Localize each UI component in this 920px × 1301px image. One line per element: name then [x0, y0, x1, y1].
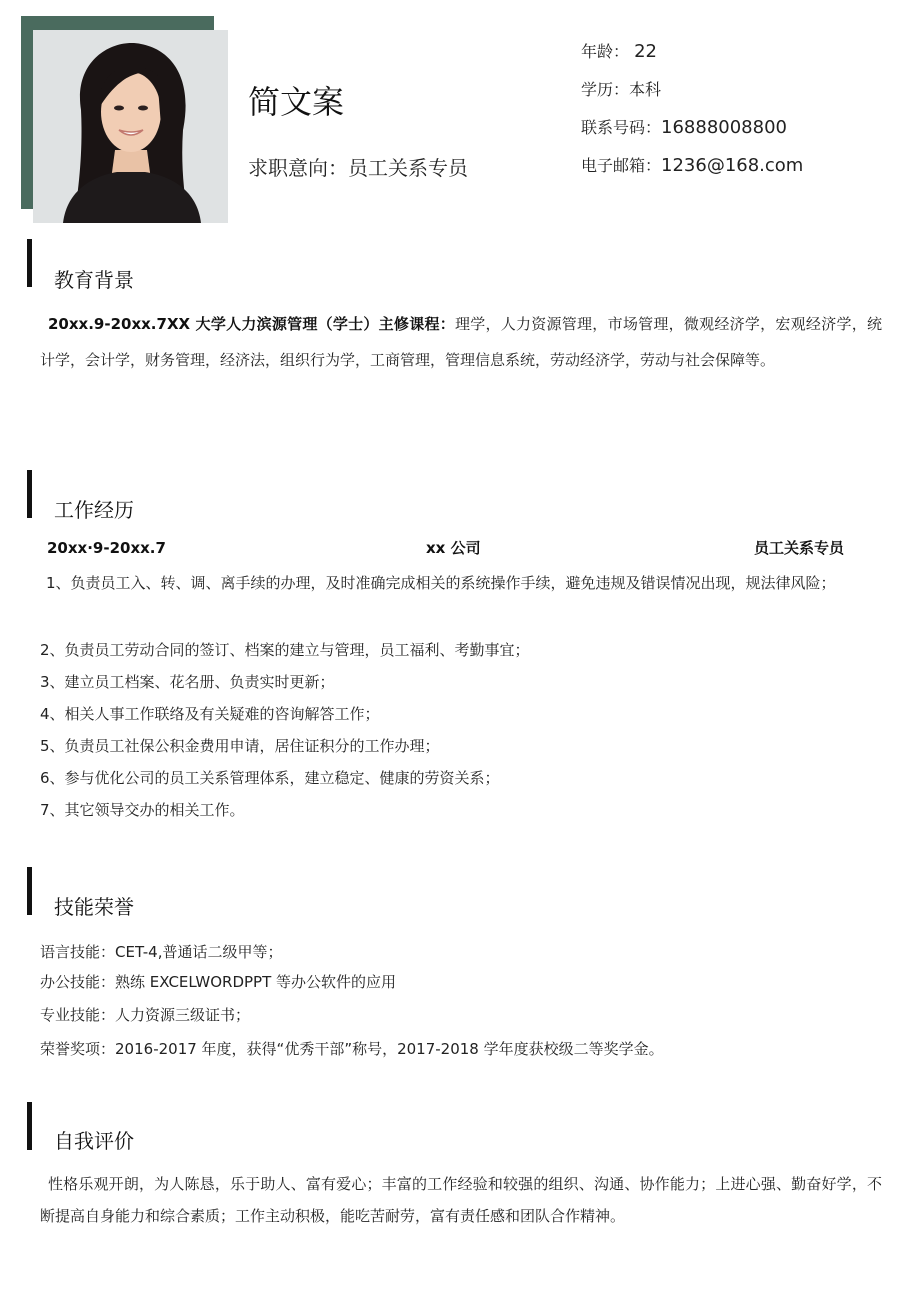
skill-label: 办公技能： — [40, 973, 116, 991]
info-phone — [581, 116, 787, 140]
duty-item: 1、负责员工入、转、调、离手续的办理，及时准确完成相关的系统操作手续，避免违规及错误情况出现，规法律风险； — [46, 574, 836, 592]
duty-item: 2、负责员工劳动合同的签订、档案的建立与管理，员工福利、考勤事宜； — [40, 641, 530, 659]
info-age-value: 22 — [634, 41, 658, 62]
info-education — [581, 78, 661, 102]
duty-item: 4、相关人事工作联络及有关疑难的咨询解答工作； — [40, 705, 380, 723]
job-company: xx 公司 — [426, 539, 481, 557]
section-bar-skills — [27, 867, 32, 915]
job-intent — [248, 154, 468, 182]
duty-item: 6、参与优化公司的员工关系管理体系，建立稳定、健康的劳资关系； — [40, 769, 500, 787]
section-bar-education — [27, 239, 32, 287]
duty-item: 7、其它领导交办的相关工作。 — [40, 801, 245, 819]
skill-label: 语言技能： — [40, 943, 116, 961]
skill-office — [40, 966, 396, 998]
skill-language — [40, 936, 282, 968]
education-content — [40, 306, 882, 378]
candidate-name: 简文案 — [248, 83, 345, 121]
info-age — [581, 40, 657, 64]
section-title-skills: 技能荣誉 — [54, 895, 134, 919]
skill-value: 熟练 EXCELWORDPPT 等办公软件的应用 — [115, 973, 397, 991]
skill-professional — [40, 999, 250, 1031]
section-bar-self — [27, 1102, 32, 1150]
info-education-value: 本科 — [629, 80, 662, 99]
section-title-education: 教育背景 — [54, 268, 134, 292]
profile-photo — [33, 30, 228, 223]
job-position: 员工关系专员 — [754, 539, 845, 557]
job-intent-label: 求职意向： — [248, 156, 348, 180]
section-bar-work — [27, 470, 32, 518]
skill-label: 专业技能： — [40, 1006, 116, 1024]
skill-value: CET-4,普通话二级甲等； — [115, 943, 283, 961]
info-email — [581, 154, 803, 178]
info-phone-label: 联系号码： — [581, 118, 662, 137]
info-education-label: 学历： — [581, 80, 630, 99]
education-heading: 20xx.9-20xx.7XX 大学人力滨源管理（学士）主修课程： — [48, 315, 455, 333]
section-title-self: 自我评价 — [54, 1129, 134, 1153]
skill-value: 人力资源三级证书； — [115, 1006, 251, 1024]
job-intent-value: 员工关系专员 — [348, 156, 468, 180]
skill-value: 2016-2017 年度，获得“优秀干部”称号，2017-2018 学年度获校级二等奖学金。 — [115, 1040, 664, 1058]
self-evaluation-text: 性格乐观开朗，为人陈恳，乐于助人、富有爱心；丰富的工作经验和较强的组织、沟通、协作能力；上进心强、勤奋好学，不断提高自身能力和综合素质；工作主动积极，能吃苦耐劳，富有责任感和团队合作精神。 — [40, 1175, 882, 1225]
skill-honors — [40, 1033, 664, 1065]
job-period: 20xx·9-20xx.7 — [47, 539, 166, 557]
duty-item: 3、建立员工档案、花名册、负责实时更新； — [40, 673, 335, 691]
duty-item: 5、负责员工社保公积金费用申请，居住证积分的工作办理； — [40, 737, 440, 755]
skill-label: 荣誉奖项： — [40, 1040, 116, 1058]
info-age-label: 年龄： — [581, 42, 630, 61]
education-courses: 理学，人力资源管理，市场管理，微观经济学，宏观经济学，统计学，会计学，财务管理，经济法，组织行为学，工商管理，管理信息系统，劳动经济学，劳动与社会保障等。 — [40, 315, 882, 369]
info-email-value: 1236@168.com — [661, 155, 804, 176]
info-email-label: 电子邮箱： — [581, 156, 662, 175]
info-phone-value: 16888008800 — [661, 117, 787, 138]
section-title-work: 工作经历 — [54, 498, 134, 522]
